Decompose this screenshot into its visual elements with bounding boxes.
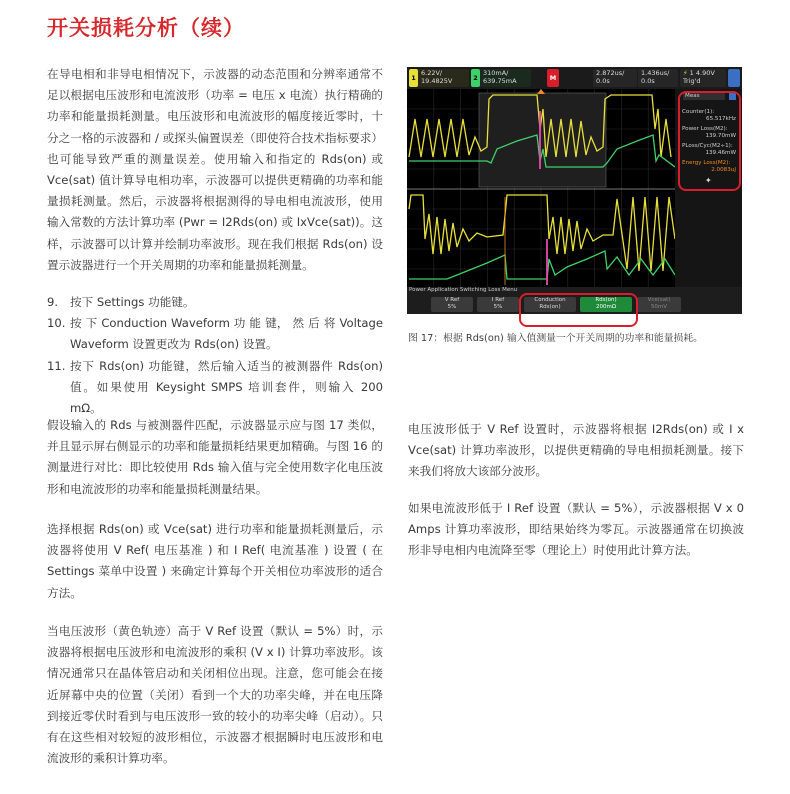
softkey-vce-sat[interactable] xyxy=(637,297,681,312)
softkey-value: 5% xyxy=(493,304,503,310)
voltage-paragraph: 当电压波形（黄色轨迹）高于 V Ref 设置（默认 = 5%）时，示波器将根据电压波形和电流波形的乘积 (V x I) 计算功率波形。该情况通常只在晶体管启动和关闭相位出现。注意，您可能会在接近屏幕中央的位置（关闭）看到一个大的功率尖峰，并在电压降到接近零伏时看到与电压波形一致的较小的功率尖峰（启动）。只有在这些相对较短的波形相位，示波器才根据瞬时电压波形和电流波形的乘积计算功率。 xyxy=(47,624,383,766)
page-title: 开关损耗分析（续） xyxy=(47,16,245,40)
channel1-scale: 6.22V/ xyxy=(421,69,443,77)
list-item xyxy=(47,313,383,355)
timebase-chip xyxy=(593,69,637,87)
time-delay: 0.0s xyxy=(596,77,610,85)
waveform-area xyxy=(407,89,675,287)
meas-label: Counter(1): xyxy=(682,109,715,115)
channel2-offset: 639.75mA xyxy=(483,77,517,85)
channel2-chip xyxy=(471,69,531,87)
meas-value: 139.46mW xyxy=(705,150,736,156)
trigger-marker-icon xyxy=(537,89,545,94)
softkey-label: Rds(on) xyxy=(595,297,617,303)
softkey-value: 5% xyxy=(447,304,457,310)
current-trace-bottom xyxy=(409,251,675,279)
softkey-value: Rds(on) xyxy=(539,304,561,310)
intro-paragraph: 在导电相和非导电相情况下，示波器的动态范围和分辨率通常不足以根据电压波形和电流波形（功率 = 电压 x 电流）执行精确的功率和能量损耗测量。电压波形和电流波形的幅度接近零时，十分之一格的示波器和 / 或探头偏置误差（即使符合技术指标要求）也可能导致严重的测量误差。使用输入和指定的 Rds(on) 或 Vce(sat) 值计算导电相功率，示波器可以提供更精确的功率和能量损耗测量。然后，示波器将根据测得的导电相电流波形，使用输入常数的方法计算功率 (Pwr = I2Rds(on) 或 IxVce(sat))。这样，示波器可以计算并绘制功率波形。现在我们根据 Rds(on) 设置示波器进行一个开关周期的功率和能量损耗测量。 xyxy=(47,67,383,272)
trigger-level: 4.90V xyxy=(695,69,715,77)
step-number: 9. xyxy=(47,295,59,309)
softkey-highlight-ring xyxy=(519,293,638,327)
step-text: 按下 Settings 功能键。 xyxy=(70,295,195,309)
step-number: 11. xyxy=(47,358,66,373)
waveform-svg xyxy=(407,89,675,287)
comparison-paragraph: 假设输入的 Rds 与被测器件匹配，示波器显示应与图 17 类似，并且显示屏右侧显示的功率和能量损耗结果更加精确。与图 16 的测量进行对比：即比较使用 Rds 输入值与完全使用数字化电压波形和电流波形的功率和能量损耗测量结果。 xyxy=(47,418,383,496)
zoom-time-delay: 0.0s xyxy=(641,77,655,85)
softkey-value: 50mV xyxy=(650,304,668,310)
meas-label: PLoss/Cyc(M2÷1): xyxy=(682,143,733,149)
iref-paragraph: 如果电流波形低于 I Ref 设置（默认 = 5%），示波器根据 V x 0 Amps 计算功率波形，即结果始终为零瓦。示波器通常在切换波形非导电相内电流降至零（理论上）时使用此计算方法。 xyxy=(408,501,744,558)
softkey-v-ref[interactable] xyxy=(431,297,473,312)
meas-label: Power Loss(M2): xyxy=(682,126,728,132)
softkey-i-ref[interactable] xyxy=(477,297,519,312)
oscilloscope-screenshot xyxy=(407,67,742,314)
softkey-label: V Ref xyxy=(444,297,460,303)
list-item xyxy=(47,292,383,313)
trigger-icon: ⚡ xyxy=(683,69,688,77)
meas-value: 65.517kHz xyxy=(706,116,736,122)
channel1-number: 1 xyxy=(409,69,418,87)
trigger-mode: Trig'd xyxy=(683,77,701,85)
softkey-label: Vce(sat) xyxy=(647,297,671,303)
add-measurement-icon[interactable]: ✦ xyxy=(705,176,712,185)
menu-title: Power Application Switching Loss Menu xyxy=(409,287,518,293)
list-item xyxy=(47,356,383,420)
meas-title: Meas xyxy=(683,93,725,100)
softkey-label: Conduction xyxy=(534,297,566,303)
softkey-value: 200mΩ xyxy=(595,304,617,310)
meas-value: 2.0083uJ xyxy=(711,167,736,173)
zoom-time-scale: 1.436us/ xyxy=(641,69,670,77)
trigger-chip xyxy=(680,69,726,87)
figure-caption: 图 17：根据 Rds(on) 输入值测量一个开关周期的功率和能量损耗。 xyxy=(408,333,703,344)
step-number: 10. xyxy=(47,316,66,331)
zoom-timebase-chip xyxy=(638,69,678,87)
steps-list xyxy=(47,292,383,419)
channel1-chip xyxy=(409,69,469,87)
softkey-label: I Ref xyxy=(491,297,505,303)
measurement-highlight-ring xyxy=(678,91,741,191)
vref-paragraph: 电压波形低于 V Ref 设置时，示波器将根据 I2Rds(on) 或 I x Vce(sat) 计算功率波形，以提供更精确的导电相损耗测量。接下来我们将放大该部分波形。 xyxy=(408,422,744,479)
step-text: 按 下 Conduction Waveform 功 能 键， 然 后 将 Voltage Waveform 设置更改为 Rds(on) 设置。 xyxy=(70,316,383,352)
time-scale: 2.872us/ xyxy=(596,69,625,77)
step-text: 按下 Rds(on) 功能键，然后输入适当的被测器件 Rds(on) 值。如果使用 Keysight SMPS 培训套件，则输入 200 mΩ。 xyxy=(70,358,383,416)
meas-value: 139.70mW xyxy=(705,133,736,139)
scope-status-bar xyxy=(407,67,742,90)
channel2-scale: 310mA/ xyxy=(483,69,509,77)
reference-paragraph: 选择根据 Rds(on) 或 Vce(sat) 进行功率和能量损耗测量后，示波器将使用 V Ref( 电压基准 ) 和 I Ref( 电流基准 ) 设置 ( 在 Settings 菜单中设置 ) 来确定计算每个开关相位功率波形的适合方法。 xyxy=(47,522,383,600)
menu-icon[interactable] xyxy=(728,69,740,87)
math-marker: M xyxy=(547,69,559,87)
meas-label: Energy Loss(M2): xyxy=(682,160,731,166)
channel1-offset: 19.4825V xyxy=(421,77,453,85)
voltage-trace-bottom xyxy=(409,195,675,271)
zoom-window xyxy=(479,93,606,187)
trigger-source: 1 xyxy=(689,69,694,77)
channel2-number: 2 xyxy=(471,69,480,87)
